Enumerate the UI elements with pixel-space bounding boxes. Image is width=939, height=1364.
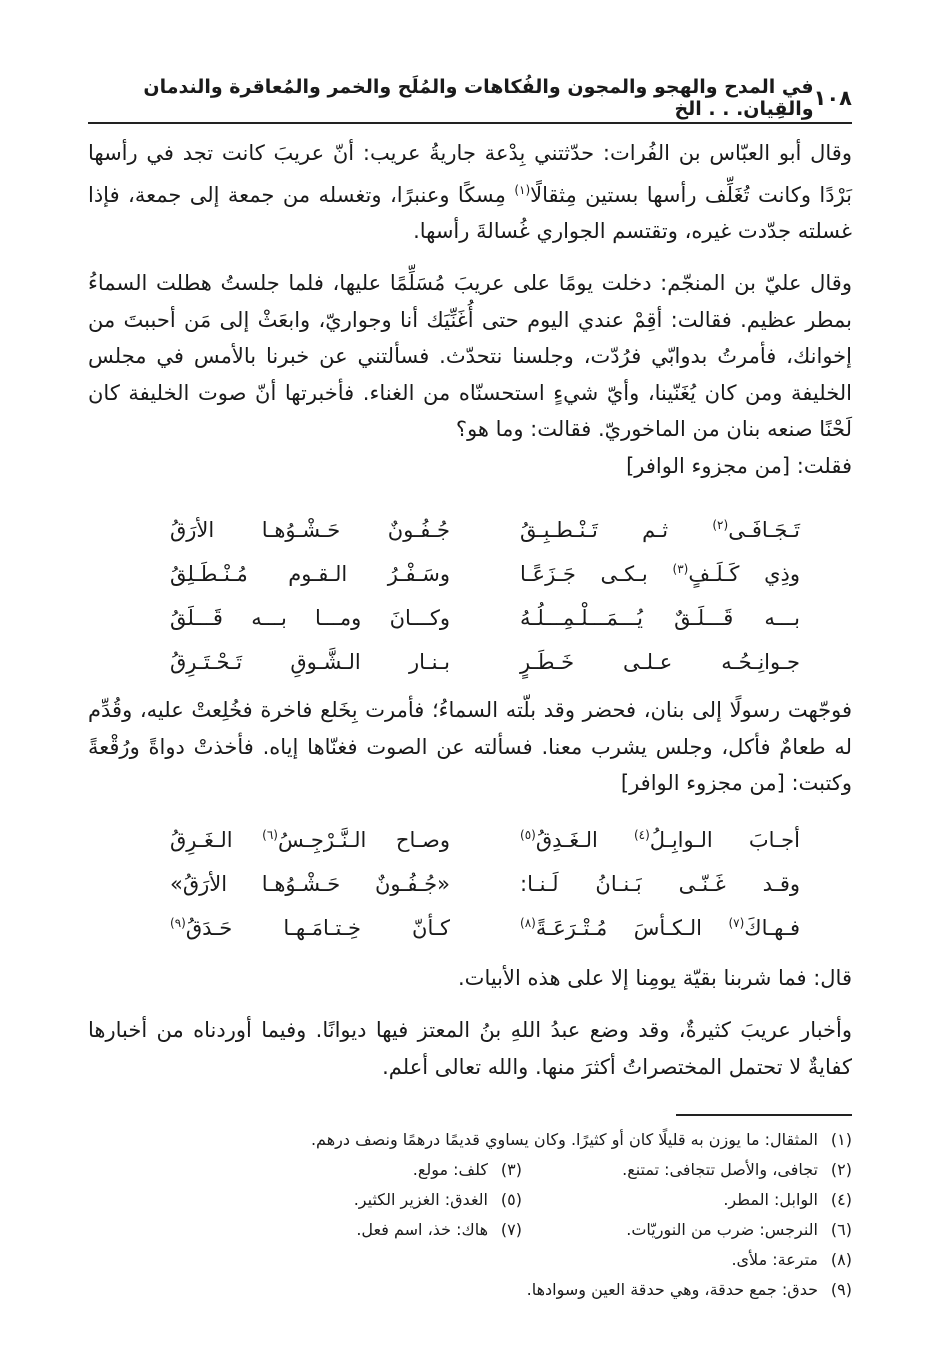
footnote-separator — [676, 1114, 852, 1116]
footnote-6: (٦)النرجس: ضرب من النوريّات. — [626, 1219, 852, 1239]
verse-line — [170, 862, 800, 906]
footnote-ref-5: (٥) — [520, 828, 536, 842]
paragraph-5-text: وأخبار عريبَ كثيرةٌ، وقد وضع عبدُ اللهِ بنُ المعتز فيها ديوانًا. وفيما أوردناه من أخبارها كفايةٌ لا تحتمل المختصراتُ أكثرَ منها. والله تعالى أعلم. — [88, 1018, 852, 1079]
footnote-4: (٤)الوابل: المطر. — [723, 1189, 852, 1209]
paragraph-5 — [88, 1012, 852, 1085]
paragraph-2-text: وقال عليّ بن المنجّم: دخلت يومًا على عريبَ مُسَلِّمًا عليها، فلما جلستُ هطلت السماءُ بمطر عظيم. فقالت: أقِمْ عندي اليوم حتى أُغَنِّيَك أنا وجواريّ، وابعَثْ إلى مَن أحببتَ من إخوانك، فأمرتُ بدوابّي فرُدّت، وجلسنا نتحدّث. فسألتني عن خبرنا بالأمس في مجلس الخليفة ومن كان يُغَنّينا، وأيّ شيءٍ استحسنّاه من الغناء. فأخبرتها أنّ صوت الخليفة كان لَحْنًا صنعه بنان من الماخوريّ. فقالت: وما هو؟ — [88, 271, 852, 441]
verse-line — [170, 552, 800, 596]
page-number: ١٠٨ — [813, 86, 852, 110]
hemistich-first: وقـد غَـنّـى بَـنـانُ لَـنـا: — [520, 872, 800, 896]
paragraph-4-text: قال: فما شربنا بقيّة يومِنا إلا على هذه الأبيات. — [458, 966, 852, 990]
footnote-ref-4: (٤) — [633, 828, 650, 842]
hemistich-first: أجـابَ الـوابِـلُ$^{(٤)}$ الـغَـدِقُ$^{(٥)}$ — [520, 828, 800, 852]
hemistich-second: وسَـفْـرُ الـقـوم مُـنْـطَـلِقُ — [170, 562, 450, 586]
footnote-ref-2: (٢) — [712, 518, 729, 532]
hemistich-second: وصـاح الـنَّـرْجِـسُ$^{(٦)}$ الـغَـرِقُ — [170, 828, 450, 852]
hemistich-first: تَـجَـافَـى$^{(٢)}$ ثـم تَـنْـطـبِـقُ — [520, 518, 800, 542]
footnote-ref-1: (١) — [514, 182, 531, 197]
meter-line-1: فقلت: [من مجزوء الوافر] — [626, 453, 852, 478]
footnote-1: (١)المثقال: ما يوزن به قليلًا كان أو كثيرًا. وكان يساوي قديمًا درهمًا ونصف درهم. — [310, 1129, 852, 1149]
footnote-7: (٧)هاك: خذ، اسم فعل. — [356, 1219, 522, 1239]
hemistich-first: فـهـاكَ$^{(٧)}$ الـكـأسَ مُـتْـرَعَـةً$^{(٨)}$ — [520, 916, 800, 940]
footnote-9: (٩)حدق: جمع حدقة، وهي حدقة العين وسوادها. — [526, 1279, 852, 1299]
paragraph-3 — [88, 692, 852, 802]
verse-line — [170, 906, 800, 950]
footnote-ref-3: (٣) — [672, 562, 689, 576]
footnote-5: (٥)الغدق: الغزير الكثير. — [353, 1189, 522, 1209]
paragraph-2 — [88, 265, 852, 484]
verse-line — [170, 508, 800, 552]
footnote-2: (٢)تجافى، والأصل تتجافى: تمتنع. — [622, 1159, 852, 1179]
footnote-8: (٨)مترعة: ملأى. — [731, 1249, 852, 1269]
hemistich-second: بـنـار الـشَّـوقِ تَـحْـتَـرِقُ — [170, 650, 450, 674]
footnotes — [88, 1124, 852, 1304]
page-header — [88, 78, 852, 118]
hemistich-first: بـــه قَـــلَـقٌ يُـــمَـــلْـمِـــلُـهُ — [520, 606, 800, 630]
paragraph-1-text-a: وقال أبو العبّاس بن الفُرات: حدّثتني بِدْعة جاريةُ عريب: أنّ عريبَ كانت تجد في رأسها بَرْدًا وكانت تُغَلِّف رأسها بستين مِثقالًا — [88, 141, 852, 207]
hemistich-second: كـأنّ خِـتـامَـهـا حَـدَقُ$^{(٩)}$ — [170, 916, 450, 940]
hemistich-first: جـوانِـحُـه عـلـى خَـطَـرٍ — [520, 650, 800, 674]
footnote-ref-7: (٧) — [728, 916, 745, 930]
paragraph-4 — [88, 960, 852, 997]
header-rule — [88, 122, 852, 124]
poem-1 — [170, 508, 800, 684]
paragraph-1 — [88, 135, 852, 250]
hemistich-first: وذِي كَـلَـفٍ$^{(٣)}$ بـكـى جَـزَعًـا — [520, 562, 800, 586]
footnote-ref-8: (٨) — [520, 916, 536, 930]
running-title: في المدح والهجو والمجون والفُكاهات والمُلَح والخمر والمُعاقرة والندمان والقِيان. . . الخ — [143, 76, 814, 120]
footnote-ref-6: (٦) — [262, 828, 278, 842]
verse-line — [170, 596, 800, 640]
footnote-3: (٣)كلف: مولع. — [412, 1159, 522, 1179]
hemistich-second: «جُـفُـونٌ حَـشْـوُهـا الأرَقُ» — [170, 872, 450, 896]
verse-line — [170, 818, 800, 862]
hemistich-second: وكـــانَ ومـــا بـــه قَـــلَقُ — [170, 606, 450, 630]
hemistich-second: جُـفُـونٌ حَـشْـوُهـا الأرَقُ — [170, 518, 450, 542]
footnote-ref-9: (٩) — [170, 916, 186, 930]
poem-2 — [170, 818, 800, 950]
paragraph-1-text-b: مِسكًا وعنبرًا، وتغسله من جمعة إلى جمعة، فإذا غسلته جدّدت غيره، وتقتسم الجواري غُسالةَ رأسها. — [88, 182, 852, 243]
verse-line — [170, 640, 800, 684]
paragraph-3-text: فوجّهت رسولًا إلى بنان، فحضر وقد بلّته السماءُ؛ فأمرت بِخَلع فاخرة فخُلِعتْ عليه، وقُدِّم له طعامٌ فأكل، وجلس يشرب معنا. فسألته عن الصوت فغنّاها إياه. فأخذتْ دواةً ورُقْعةً وكتبت: [من مجزوء الوافر] — [88, 698, 852, 795]
